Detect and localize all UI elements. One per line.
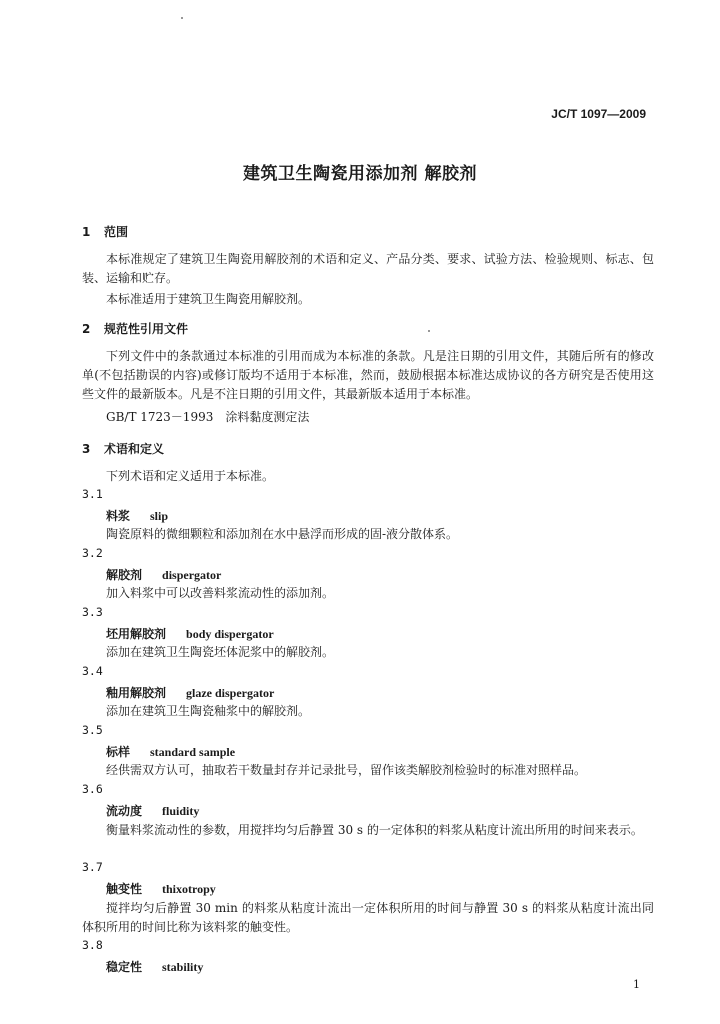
- term-zh: 坯用解胶剂: [106, 627, 167, 641]
- term-zh: 标样: [106, 745, 131, 759]
- term-en: dispergator: [162, 568, 222, 582]
- section-title: 术语和定义: [104, 442, 165, 456]
- section-1-heading: [82, 223, 128, 240]
- term-definition: 添加在建筑卫生陶瓷坯体泥浆中的解胶剂。: [106, 645, 335, 659]
- clause-number: 3.8: [82, 938, 103, 952]
- term-en: slip: [150, 509, 169, 523]
- term-entry: [106, 625, 274, 642]
- scope-paragraph-1: 本标准规定了建筑卫生陶瓷用解胶剂的术语和定义、产品分类、要求、试验方法、检验规则、标志、包装、运输和贮存。: [82, 252, 654, 285]
- term-entry: [106, 958, 203, 975]
- term-zh: 触变性: [106, 882, 143, 896]
- term-zh: 釉用解胶剂: [106, 686, 167, 700]
- term-entry: [106, 880, 216, 897]
- section-title: 规范性引用文件: [104, 322, 189, 336]
- term-entry: [106, 684, 274, 701]
- term-en: standard sample: [150, 745, 236, 759]
- standard-code: JC/T 1097—2009: [551, 107, 646, 121]
- clause-number: 3.3: [82, 605, 103, 619]
- normative-references-paragraph: 下列文件中的条款通过本标准的引用而成为本标准的条款。凡是注日期的引用文件，其随后所有的修改单(不包括勘误的内容)或修订版均不适用于本标准，然而，鼓励根据本标准达成协议的各方研究是否使用这些文件的最新版本。凡是不注日期的引用文件，其最新版本适用于本标准。: [82, 349, 654, 401]
- section-3-heading: [82, 440, 164, 457]
- term-en: thixotropy: [162, 882, 216, 896]
- section-title: 范围: [104, 225, 129, 239]
- term-zh: 解胶剂: [106, 568, 143, 582]
- term-definition: 陶瓷原料的微细颗粒和添加剂在水中悬浮而形成的固-液分散体系。: [106, 527, 459, 541]
- section-number: 2: [82, 322, 91, 336]
- term-definition: 加入料浆中可以改善料浆流动性的添加剂。: [106, 586, 335, 600]
- clause-number: 3.4: [82, 664, 103, 678]
- term-definition: 搅拌均匀后静置 30 min 的料浆从粘度计流出一定体积所用的时间与静置 30 s 的料浆从粘度计流出同体积所用的时间比称为该料浆的触变性。: [82, 901, 654, 934]
- term-zh: 料浆: [106, 509, 131, 523]
- section-number: 1: [82, 225, 91, 239]
- term-en: glaze dispergator: [186, 686, 275, 700]
- term-zh: 稳定性: [106, 960, 143, 974]
- term-en: body dispergator: [186, 627, 274, 641]
- term-definition: 衡量料浆流动性的参数，用搅拌均匀后静置 30 s 的一定体积的料浆从粘度计流出所用的时间来表示。: [106, 823, 643, 837]
- clause-number: 3.5: [82, 723, 103, 737]
- reference-standard: GB/T 1723－1993 涂料黏度测定法: [106, 410, 310, 424]
- term-zh: 流动度: [106, 804, 143, 818]
- clause-number: 3.7: [82, 860, 103, 874]
- term-entry: [106, 566, 221, 583]
- term-definition: 经供需双方认可，抽取若干数量封存并记录批号，留作该类解胶剂检验时的标准对照样品。: [106, 763, 587, 777]
- term-en: fluidity: [162, 804, 200, 818]
- term-definition: 添加在建筑卫生陶瓷釉浆中的解胶剂。: [106, 704, 311, 718]
- term-entry: [106, 743, 235, 760]
- scope-paragraph-2: 本标准适用于建筑卫生陶瓷用解胶剂。: [106, 292, 311, 306]
- document-title: 建筑卫生陶瓷用添加剂 解胶剂: [243, 164, 477, 184]
- page-number: 1: [633, 978, 640, 991]
- term-en: stability: [162, 960, 204, 974]
- scan-speck: [428, 330, 430, 332]
- section-2-heading: [82, 320, 188, 337]
- clause-number: 3.6: [82, 782, 103, 796]
- terms-intro: 下列术语和定义适用于本标准。: [106, 469, 275, 483]
- term-entry: [106, 802, 199, 819]
- clause-number: 3.2: [82, 546, 103, 560]
- clause-number: 3.1: [82, 487, 103, 501]
- section-number: 3: [82, 442, 91, 456]
- term-entry: [106, 507, 168, 524]
- scan-speck: [181, 17, 183, 19]
